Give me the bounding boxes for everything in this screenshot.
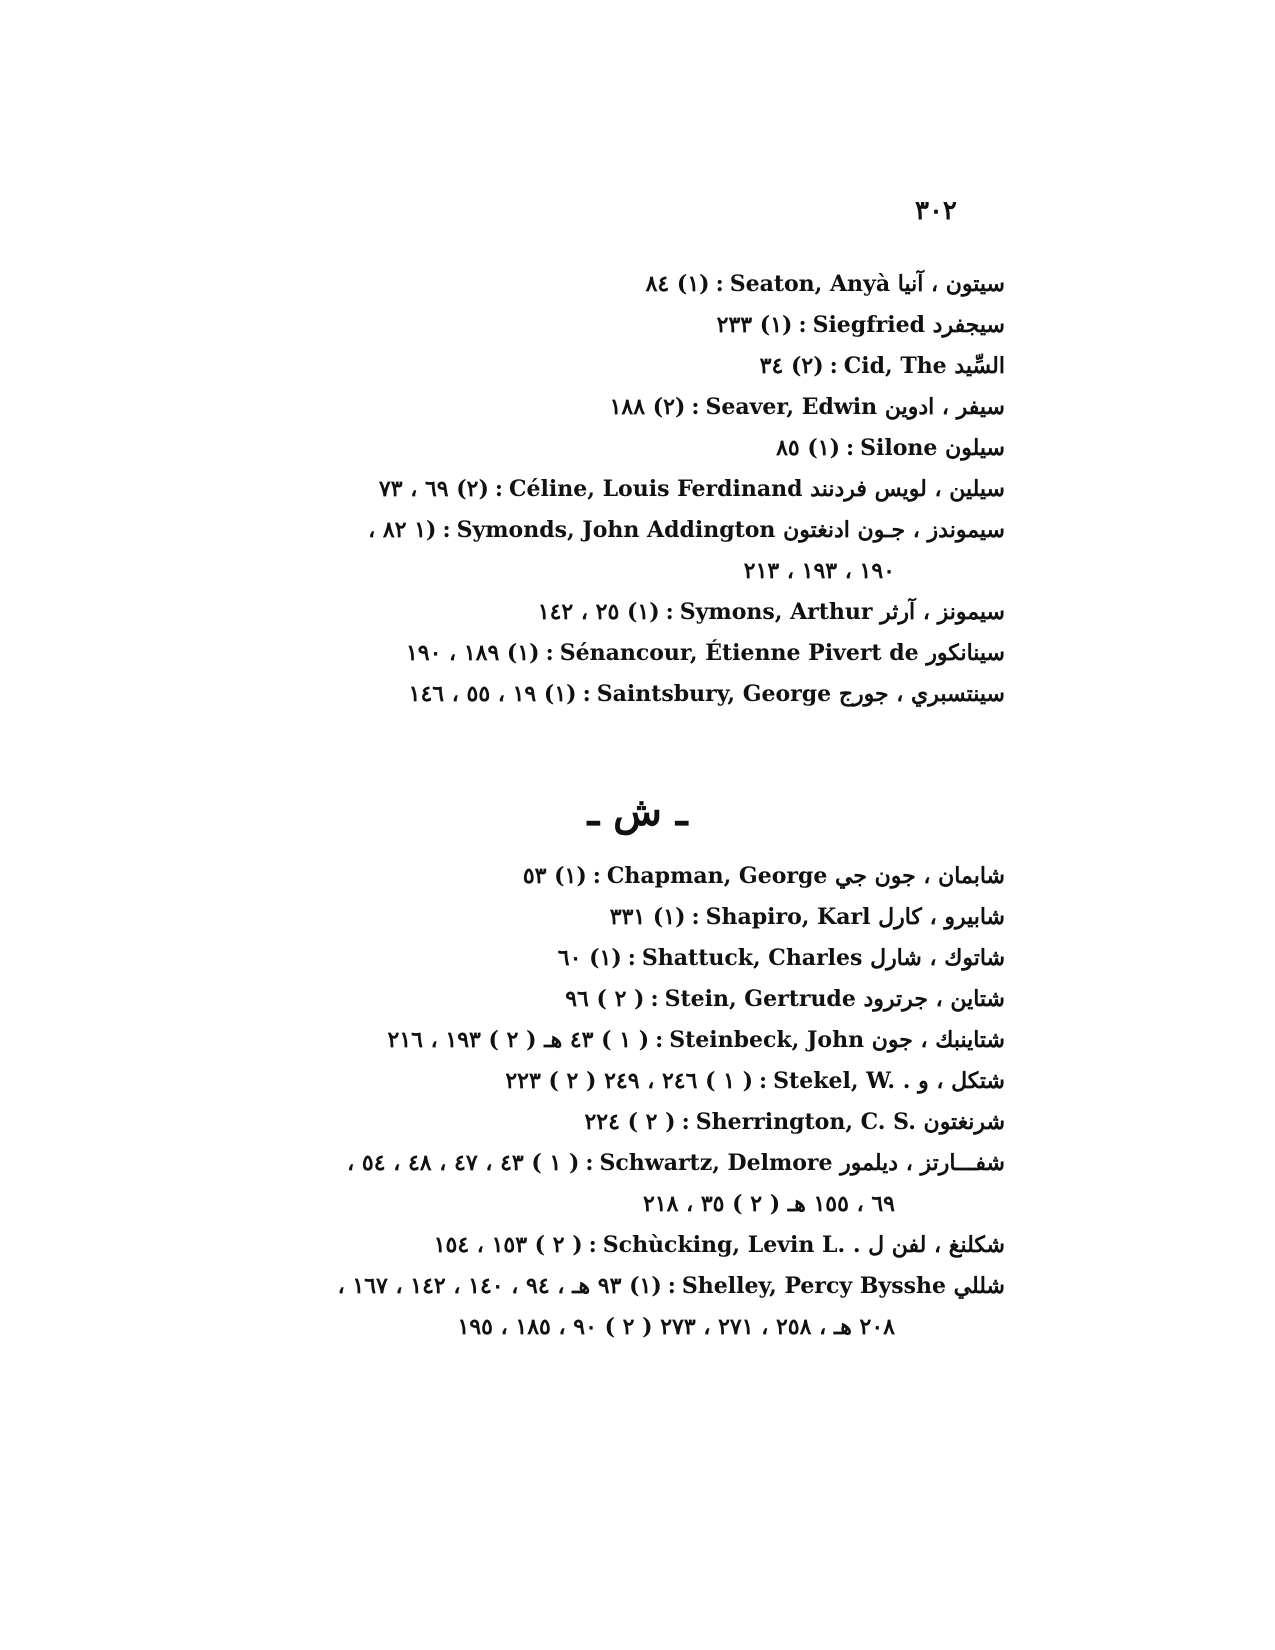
entry-separator: : bbox=[442, 517, 451, 543]
entry-page-refs: ( ١ ) ٤٣ ، ٤٧ ، ٤٨ ، ٥٤ ، bbox=[347, 1150, 580, 1176]
index-entry bbox=[245, 592, 1005, 633]
entry-latin-name: Sherrington, C. S. bbox=[695, 1109, 916, 1135]
entry-arabic-name: سيفر ، ادوين bbox=[884, 394, 1005, 420]
entry-latin-name: Symons, Arthur bbox=[679, 599, 873, 625]
entry-latin-name: Shelley, Percy Bysshe bbox=[681, 1273, 946, 1299]
entry-separator: : bbox=[582, 681, 591, 707]
entry-latin-name: Shattuck, Charles bbox=[641, 945, 863, 971]
entry-latin-name: Chapman, George bbox=[606, 863, 828, 889]
entry-latin-name: Cid, The bbox=[843, 353, 947, 379]
entry-latin-name: Siegfried bbox=[812, 312, 925, 338]
index-entry-line bbox=[245, 346, 1005, 387]
index-entry-line bbox=[245, 1102, 1005, 1143]
entry-separator: : bbox=[681, 1109, 690, 1135]
entry-page-refs: (٢) ١٨٨ bbox=[609, 394, 686, 420]
entry-separator: : bbox=[798, 312, 807, 338]
entry-latin-name: Seaton, Anyà bbox=[729, 271, 891, 297]
entry-separator: : bbox=[588, 1232, 597, 1258]
index-entry-line bbox=[245, 938, 1005, 979]
entry-separator: : bbox=[715, 271, 724, 297]
index-entry bbox=[245, 387, 1005, 428]
entry-arabic-name: شللي bbox=[953, 1273, 1005, 1299]
section-heading-shin: ـ ش ـ bbox=[587, 788, 688, 835]
index-section-shin bbox=[245, 856, 1005, 1348]
entry-page-refs: (١) ٢٣٣ bbox=[716, 312, 793, 338]
index-entry bbox=[245, 264, 1005, 305]
entry-latin-name: Silone bbox=[860, 435, 938, 461]
index-entry bbox=[245, 1225, 1005, 1266]
index-entry-line bbox=[245, 510, 1005, 551]
entry-arabic-name: سيموندز ، جـون ادنغتون bbox=[783, 517, 1005, 543]
page-number: ٣٠٢ bbox=[915, 196, 957, 226]
entry-page-refs: (٢) ٦٩ ، ٧٣ bbox=[378, 476, 489, 502]
entry-arabic-name: سيتون ، آنيا bbox=[897, 271, 1005, 297]
index-entry bbox=[245, 633, 1005, 674]
entry-separator: : bbox=[650, 986, 659, 1012]
entry-page-refs: (٢) ٣٤ bbox=[759, 353, 824, 379]
entry-arabic-name: سيجفرد bbox=[932, 312, 1005, 338]
entry-page-refs-continued: ٢٠٨ هـ ، ٢٥٨ ، ٢٧١ ، ٢٧٣ ( ٢ ) ٩٠ ، ١٨٥ ، ١٩٥ bbox=[457, 1314, 895, 1340]
entry-latin-name: Schùcking, Levin L. bbox=[602, 1232, 846, 1258]
entry-page-refs-continued: ٦٩ ، ١٥٥ هـ ( ٢ ) ٣٥ ، ٢١٨ bbox=[642, 1191, 895, 1217]
index-entry-line bbox=[245, 856, 1005, 897]
entry-page-refs: ( ٢ ) ٢٢٤ bbox=[584, 1109, 676, 1135]
entry-latin-name: Symonds, John Addington bbox=[456, 517, 776, 543]
entry-separator: : bbox=[545, 640, 554, 666]
entry-page-refs: ( ٢ ) ١٥٣ ، ١٥٤ bbox=[433, 1232, 583, 1258]
entry-page-refs: (١ ٨٢ ، bbox=[368, 517, 437, 543]
entry-arabic-name: شتكل ، و . bbox=[902, 1068, 1005, 1094]
entry-latin-name: Sénancour, Étienne Pivert de bbox=[559, 640, 919, 666]
entry-page-refs: ( ٢ ) ٩٦ bbox=[565, 986, 645, 1012]
entry-latin-name: Shapiro, Karl bbox=[705, 904, 871, 930]
index-entry bbox=[245, 897, 1005, 938]
index-entry bbox=[245, 1020, 1005, 1061]
index-entry bbox=[245, 674, 1005, 715]
index-entry bbox=[245, 856, 1005, 897]
entry-page-refs: (١) ٢٥ ، ١٤٢ bbox=[537, 599, 660, 625]
index-entry-line bbox=[245, 1061, 1005, 1102]
index-entry bbox=[245, 1266, 1005, 1348]
entry-page-refs: (١) ٨٥ bbox=[776, 435, 841, 461]
index-entry-line bbox=[245, 592, 1005, 633]
entry-latin-name: Stein, Gertrude bbox=[664, 986, 856, 1012]
entry-page-refs: ( ١ ) ٤٣ هـ ( ٢ ) ١٩٣ ، ٢١٦ bbox=[387, 1027, 650, 1053]
entry-separator: : bbox=[691, 394, 700, 420]
entry-arabic-name: شرنغتون bbox=[923, 1109, 1005, 1135]
index-entry bbox=[245, 1061, 1005, 1102]
entry-page-refs: (١) ١٩ ، ٥٥ ، ١٤٦ bbox=[408, 681, 577, 707]
entry-arabic-name: شفـــارتز ، ديلمور bbox=[840, 1150, 1005, 1176]
index-entry-line bbox=[245, 1266, 1005, 1307]
entry-page-refs: (١) ٨٤ bbox=[645, 271, 710, 297]
entry-page-refs: (١) ٣٣١ bbox=[609, 904, 686, 930]
entry-arabic-name: شكلنغ ، لفن ل . bbox=[852, 1232, 1005, 1258]
index-entry-line bbox=[245, 897, 1005, 938]
entry-page-refs: (١) ٩٣ هـ ، ٩٤ ، ١٤٠ ، ١٤٢ ، ١٦٧ ، bbox=[337, 1273, 662, 1299]
index-entry-line bbox=[245, 674, 1005, 715]
entry-latin-name: Seaver, Edwin bbox=[705, 394, 878, 420]
entry-arabic-name: سيمونز ، آرثر bbox=[880, 599, 1005, 625]
entry-arabic-name: شابمان ، جون جي bbox=[835, 863, 1005, 889]
entry-arabic-name: السِّيد bbox=[954, 353, 1005, 379]
entry-page-refs: (١) ٥٣ bbox=[522, 863, 587, 889]
entry-separator: : bbox=[667, 1273, 676, 1299]
index-entry bbox=[245, 305, 1005, 346]
index-entry bbox=[245, 346, 1005, 387]
entry-separator: : bbox=[759, 1068, 768, 1094]
entry-arabic-name: شاتوك ، شارل bbox=[870, 945, 1005, 971]
entry-arabic-name: شتاينبك ، جون bbox=[871, 1027, 1005, 1053]
entry-latin-name: Céline, Louis Ferdinand bbox=[509, 476, 803, 502]
entry-latin-name: Schwartz, Delmore bbox=[599, 1150, 833, 1176]
entry-separator: : bbox=[691, 904, 700, 930]
entry-page-refs: (١) ٦٠ bbox=[557, 945, 622, 971]
index-entry bbox=[245, 979, 1005, 1020]
entry-separator: : bbox=[846, 435, 855, 461]
entry-separator: : bbox=[592, 863, 601, 889]
index-entry-line bbox=[245, 387, 1005, 428]
entry-separator: : bbox=[655, 1027, 664, 1053]
entry-separator: : bbox=[494, 476, 504, 502]
entry-separator: : bbox=[585, 1150, 594, 1176]
index-entry-line bbox=[245, 305, 1005, 346]
entry-separator: : bbox=[829, 353, 838, 379]
index-entry bbox=[245, 1143, 1005, 1225]
index-entry-line bbox=[245, 979, 1005, 1020]
entry-page-refs: (١) ١٨٩ ، ١٩٠ bbox=[405, 640, 540, 666]
entry-page-refs-continued: ١٩٠ ، ١٩٣ ، ٢١٣ bbox=[743, 558, 895, 584]
entry-arabic-name: سينانكور bbox=[926, 640, 1005, 666]
index-entry-line bbox=[245, 1020, 1005, 1061]
entry-arabic-name: سيلون bbox=[945, 435, 1005, 461]
index-entry-line bbox=[245, 264, 1005, 305]
index-entry-line bbox=[245, 1225, 1005, 1266]
entry-separator: : bbox=[627, 945, 636, 971]
entry-arabic-name: شابيرو ، كارل bbox=[878, 904, 1005, 930]
index-entry-line bbox=[245, 469, 1005, 510]
entry-latin-name: Stekel, W. bbox=[773, 1068, 896, 1094]
index-section-sin bbox=[245, 264, 1005, 715]
index-entry bbox=[245, 510, 1005, 592]
entry-latin-name: Steinbeck, John bbox=[669, 1027, 865, 1053]
index-entry-line bbox=[245, 633, 1005, 674]
entry-separator: : bbox=[665, 599, 674, 625]
index-entry-line bbox=[245, 428, 1005, 469]
index-entry bbox=[245, 1102, 1005, 1143]
entry-arabic-name: سيلين ، لويس فردنند bbox=[810, 476, 1005, 502]
index-entry bbox=[245, 428, 1005, 469]
entry-arabic-name: سينتسبري ، جورج bbox=[838, 681, 1005, 707]
index-entry-line bbox=[245, 1143, 1005, 1184]
entry-latin-name: Saintsbury, George bbox=[596, 681, 832, 707]
index-entry bbox=[245, 938, 1005, 979]
entry-arabic-name: شتاين ، جرترود bbox=[863, 986, 1005, 1012]
entry-page-refs: ( ١ ) ٢٤٦ ، ٢٤٩ ( ٢ ) ٢٢٣ bbox=[505, 1068, 754, 1094]
index-entry bbox=[245, 469, 1005, 510]
